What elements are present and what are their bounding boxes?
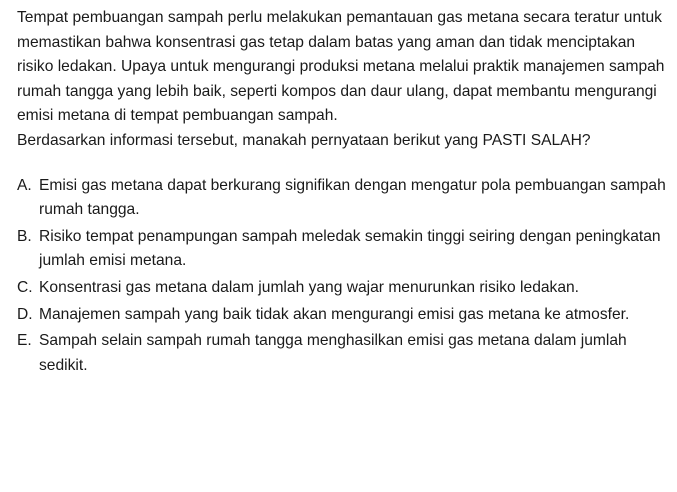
answer-option-e[interactable] — [17, 329, 667, 378]
option-letter: A. — [17, 176, 32, 194]
option-text: Sampah selain sampah rumah tangga menghasilkan emisi gas metana dalam jumlah sedikit. — [39, 332, 627, 374]
answer-option-b[interactable] — [17, 225, 667, 274]
option-letter: B. — [17, 227, 32, 245]
option-text: Konsentrasi gas metana dalam jumlah yang wajar menurunkan risiko ledakan. — [39, 278, 580, 296]
answer-options — [17, 174, 667, 379]
question-passage: Tempat pembuangan sampah perlu melakukan pemantauan gas metana secara teratur untuk memastikan bahwa konsentrasi gas tetap dalam batas yang aman dan tidak menciptakan risiko ledakan. Upaya untuk mengurangi produksi metana melalui praktik manajemen sampah rumah tangga yang lebih baik, seperti kompos dan daur ulang, dapat membantu mengurangi emisi metana di tempat pembuangan sampah. — [17, 9, 665, 125]
option-letter: C. — [17, 278, 33, 296]
option-letter: D. — [17, 305, 33, 323]
answer-option-c[interactable] — [17, 276, 667, 301]
answer-option-d[interactable] — [17, 303, 667, 328]
option-text: Emisi gas metana dapat berkurang signifikan dengan mengatur pola pembuangan sampah rumah tangga. — [39, 176, 666, 219]
option-letter: E. — [17, 332, 32, 350]
answer-option-a[interactable] — [17, 174, 667, 223]
option-text: Risiko tempat penampungan sampah meledak semakin tinggi seiring dengan peningkatan jumlah emisi metana. — [39, 227, 661, 270]
option-text: Manajemen sampah yang baik tidak akan mengurangi emisi gas metana ke atmosfer. — [39, 305, 630, 323]
question-prompt: Berdasarkan informasi tersebut, manakah pernyataan berikut yang PASTI SALAH? — [17, 131, 591, 149]
